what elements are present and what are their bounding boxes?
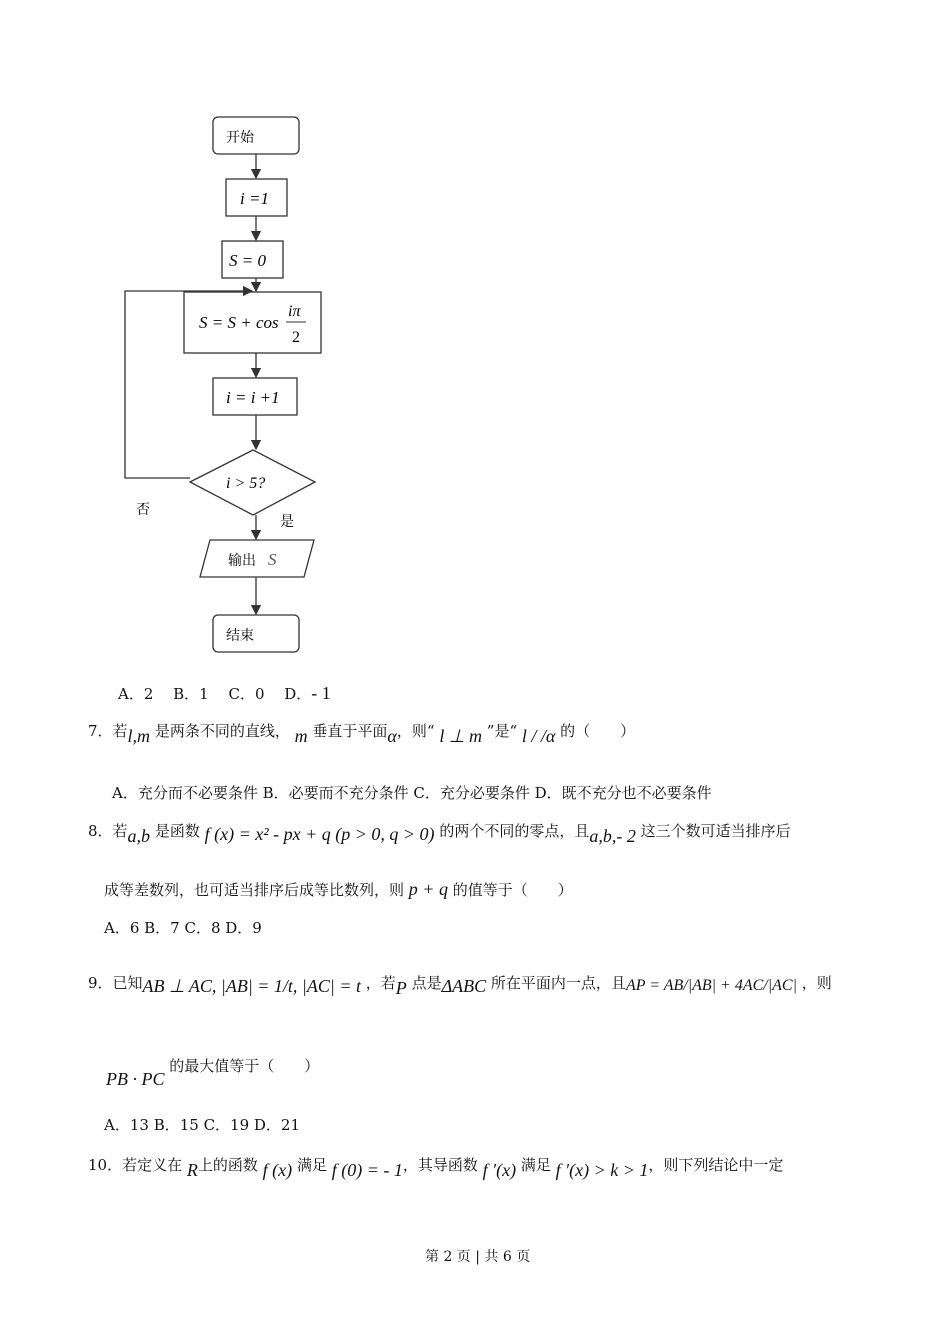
- no-label: 否: [136, 502, 150, 518]
- q9-text1: ，若: [365, 974, 396, 992]
- q9-text2: 点是: [411, 974, 442, 992]
- init-i-label: i =1: [240, 189, 269, 208]
- q8-function: f (x) = x² - px + q (p > 0, q > 0): [204, 824, 435, 844]
- q9-ap-formula: AP = AB/|AB| + 4AC/|AC|: [625, 977, 797, 994]
- q9-triangle: ΔABC: [441, 976, 487, 996]
- q10-f: f (x): [262, 1160, 293, 1180]
- q7-text1: 是两条不同的直线，: [154, 722, 290, 740]
- q9-expression: PB · PC: [106, 1069, 165, 1089]
- q6-option-d: - 1: [311, 683, 331, 703]
- q7-m: m: [294, 726, 308, 746]
- end-label: 结束: [226, 628, 254, 644]
- q10-f0: f (0) = - 1: [331, 1160, 403, 1180]
- q9-condition: AB ⊥ AC, |AB| = 1/t, |AC| = t: [142, 976, 361, 996]
- q8-text3: 这三个数可适当排序后: [640, 822, 791, 840]
- output-node: [200, 540, 314, 577]
- q7-text4: ”是“: [486, 722, 518, 740]
- q10-text4: 满足: [520, 1156, 551, 1174]
- q8-text4: 的值等于（ ）: [452, 881, 573, 899]
- q6-options: [118, 683, 331, 704]
- q10-number: 10．若定义在: [88, 1156, 183, 1174]
- q8-options: A．6 B．7 C．8 D．9: [104, 919, 262, 937]
- q7-text2: 垂直于平面: [312, 722, 388, 740]
- q7-text5: 的（ ）: [560, 722, 636, 740]
- q10-r: R: [186, 1160, 198, 1180]
- output-label: 输出: [228, 553, 256, 569]
- flowchart: [0, 0, 950, 670]
- q8-number: 8．若: [88, 822, 128, 840]
- q7-alpha: α: [387, 726, 397, 746]
- q9-text5: 的最大值等于（ ）: [169, 1057, 320, 1075]
- q8-line2-text: 成等差数列，也可适当排序后成等比数列，则: [104, 881, 405, 899]
- q9-line2: [106, 1055, 320, 1089]
- q7-text3: ，则“: [396, 722, 435, 740]
- q7-stem: [88, 720, 636, 746]
- q7-cond1: l ⊥ m: [439, 726, 483, 746]
- q8-text2: 的两个不同的零点，且: [439, 822, 590, 840]
- q10-fprime: f ′(x): [482, 1160, 517, 1180]
- increment-label: i = i +1: [226, 388, 280, 407]
- start-label: 开始: [226, 130, 254, 146]
- q9-p: P: [395, 978, 407, 998]
- q8-numbers: a,b,- 2: [589, 826, 636, 846]
- q8-vars: a,b: [127, 826, 151, 846]
- q8-pq: p + q: [408, 879, 448, 899]
- q10-text2: 满足: [296, 1156, 327, 1174]
- condition-label: i > 5?: [226, 475, 266, 492]
- q7-vars: l,m: [127, 726, 151, 746]
- q10-text5: ，则下列结论中一定: [648, 1156, 784, 1174]
- q10-text1: 上的函数: [197, 1156, 258, 1174]
- q7-options: A．充分而不必要条件 B．必要而不充分条件 C．充分必要条件 D．既不充分也不必要条件: [112, 784, 712, 802]
- q10-inequality: f ′(x) > k > 1: [555, 1160, 649, 1180]
- q6-options-text: A．2 B．1 C．0 D．: [118, 685, 312, 703]
- frac-denominator: 2: [292, 329, 300, 346]
- q9-stem: [88, 972, 832, 998]
- page-footer: 第 2 页 | 共 6 页: [425, 1249, 531, 1265]
- q9-options: A．13 B．15 C．19 D．21: [104, 1116, 301, 1134]
- init-s-label: S = 0: [229, 251, 266, 270]
- q7-number: 7．若: [88, 722, 128, 740]
- q8-text1: 是函数: [154, 822, 200, 840]
- q10-text3: ，其导函数: [402, 1156, 478, 1174]
- q7-cond2: l / /α: [521, 726, 556, 746]
- q9-text4: ，则: [801, 974, 832, 992]
- q10-stem: [88, 1154, 784, 1180]
- q8-stem: [88, 820, 791, 846]
- frac-numerator: iπ: [288, 303, 301, 320]
- q8-line2: [104, 879, 573, 900]
- q9-text3: 所在平面内一点，且: [490, 974, 626, 992]
- sum-label: S = S + cos: [199, 313, 279, 332]
- q9-number: 9．已知: [88, 974, 143, 992]
- yes-label: 是: [280, 514, 294, 530]
- output-var: S: [268, 550, 277, 569]
